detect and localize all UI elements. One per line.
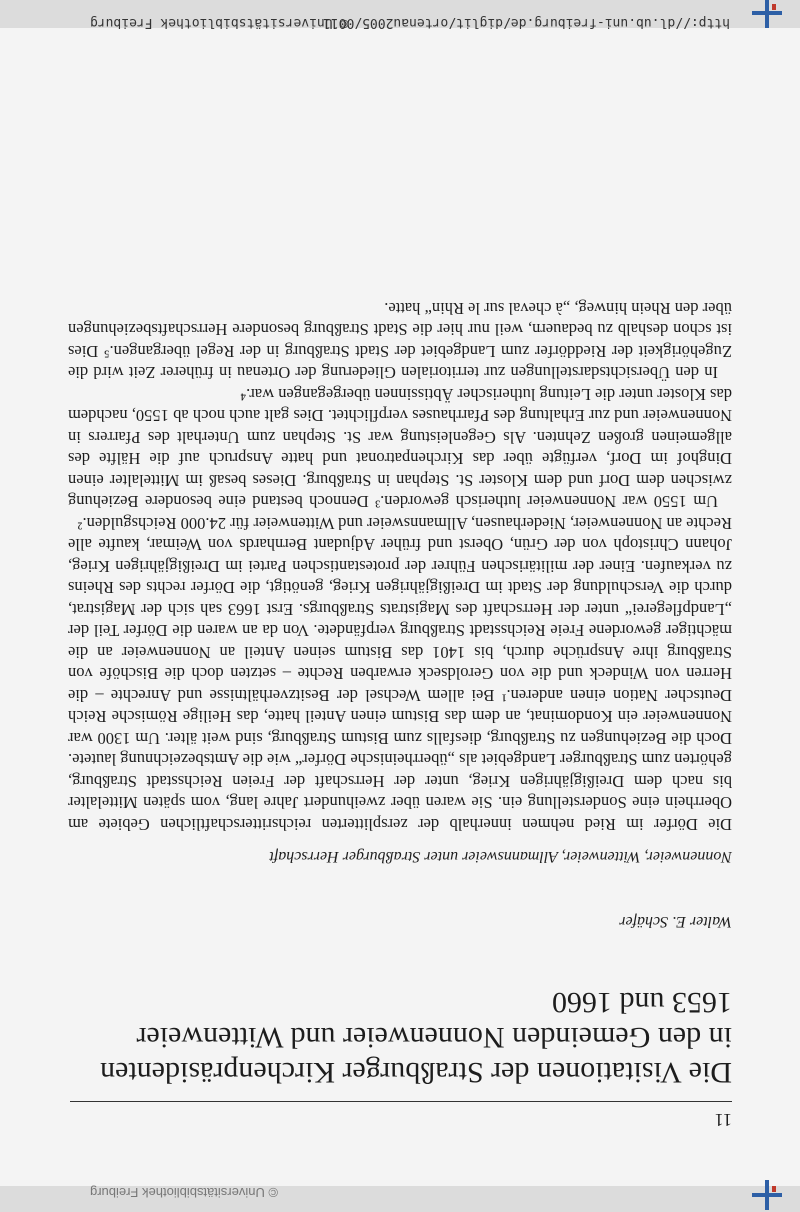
author-name: Walter E. Schäfer — [619, 913, 732, 930]
library-credit-bottom: © Universitätsbibliothek Freiburg — [90, 1185, 279, 1200]
paragraph-3: In den Übersichtsdarstellungen zur territorialen Gliederung der Ortenau in früherer Zeit wird die Zugehörigkeit der Rieddörfer zum Landgebiet der Stadt Straßburg in der Regel übergangen.⁵ Dies ist schon deshalb zu bedauern, weil nur hier die Stadt Straßburg besondere Herrschaftsbeziehungen über den Rhein hinweg, „à cheval sur le Rhin“ hatte. — [68, 299, 732, 383]
paragraph-2: Um 1550 war Nonnenweier lutherisch geworden.³ Dennoch bestand eine besondere Beziehung zwischen dem Dorf und dem Kloster St. Stephan in Straßburg. Dieses besaß im Mittelalter einen Dinghof im Dorf, verfügte über das Kirchenpatronat und hatte Anspruch auf die Hälfte des allgemeinen großen Zehnten. Als Gegenleistung war St. Stephan zum Unterhalt des Pfarrers in Nonnenweier und zur Erhaltung des Pfarrhauses verpflichtet. Dies galt auch noch ab 1550, nachdem das Kloster unter die Leitung lutherischer Äbtissinnen übergegangen war.⁴ — [68, 385, 732, 512]
title-line-2: in den Gemeinden Nonnenweier und Wittenweier — [136, 1021, 732, 1054]
title-line-1: Die Visitationen der Straßburger Kirchenpräsidenten — [100, 1056, 732, 1089]
library-credit: © Universitätsbibliothek Freiburg — [90, 15, 349, 30]
page-number: 11 — [714, 1110, 732, 1130]
source-url[interactable]: http://dl.ub.uni-freiburg.de/diglit/ortenau2005/0011 — [323, 15, 730, 30]
body-text — [68, 298, 732, 836]
header-rule — [70, 1101, 732, 1102]
document-page — [50, 15, 750, 1200]
title-line-3: 1653 und 1660 — [552, 986, 732, 1019]
section-heading: Nonnenweier, Wittenweier, Allmannsweier unter Straßburger Herrschaft — [269, 848, 732, 865]
article-title — [70, 985, 732, 1090]
paragraph-1: Die Dörfer im Ried nehmen innerhalb der zersplitterten reichsritterschaftlichen Gebiete am Oberrhein eine Sonderstellung ein. Sie waren über zweihundert Jahre lang, vom späten Mittelalter bis nach dem Dreißigjährigen Krieg, unter der Herrschaft der Freien Reichsstadt Straßburg, gehörten zum Straßburger Landgebiet als „überrheinische Dörfer“ wie die Amtsbezeichnung lautete. Doch die Beziehungen zu Straßburg, diesfalls zum Bistum Straßburg, sind weit älter. Um 1300 war Nonnenweier ein Kondominat, an dem das Bistum einen Anteil hatte, das Heilige Römische Reich Deutscher Nation einen anderen.¹ Bei allem Wechsel der Besitzverhältnisse und Anrechte – die Herren von Windeck und die von Geroldseck erwarben Rechte – setzten doch die Bischöfe von Straßburg ihre Ansprüche durch, bis 1401 das Bistum seinen Anteil an Nonnenweier an die mächtiger gewordene Freie Reichsstadt Straßburg verpfändete. Von da an waren die Dörfer Teil der „Landpflegerei“ unter der Herrschaft des Magistrats Straßburgs. Erst 1663 sah sich der Magistrat, durch die Verschuldung der Stadt im Dreißigjährigen Krieg, genötigt, die Dörfer rechts des Rheins zu verkaufen. Einer der militärischen Führer der protestantischen Partei im Dreißigjährigen Krieg, Johann Christoph von der Grün, Oberst und früher Adjudant Bernhards von Weimar, kaufte alle Rechte an Nonnenweier, Niederhausen, Allmannsweier und Wittenweier für 24.000 Reichsgulden.² — [68, 514, 732, 834]
